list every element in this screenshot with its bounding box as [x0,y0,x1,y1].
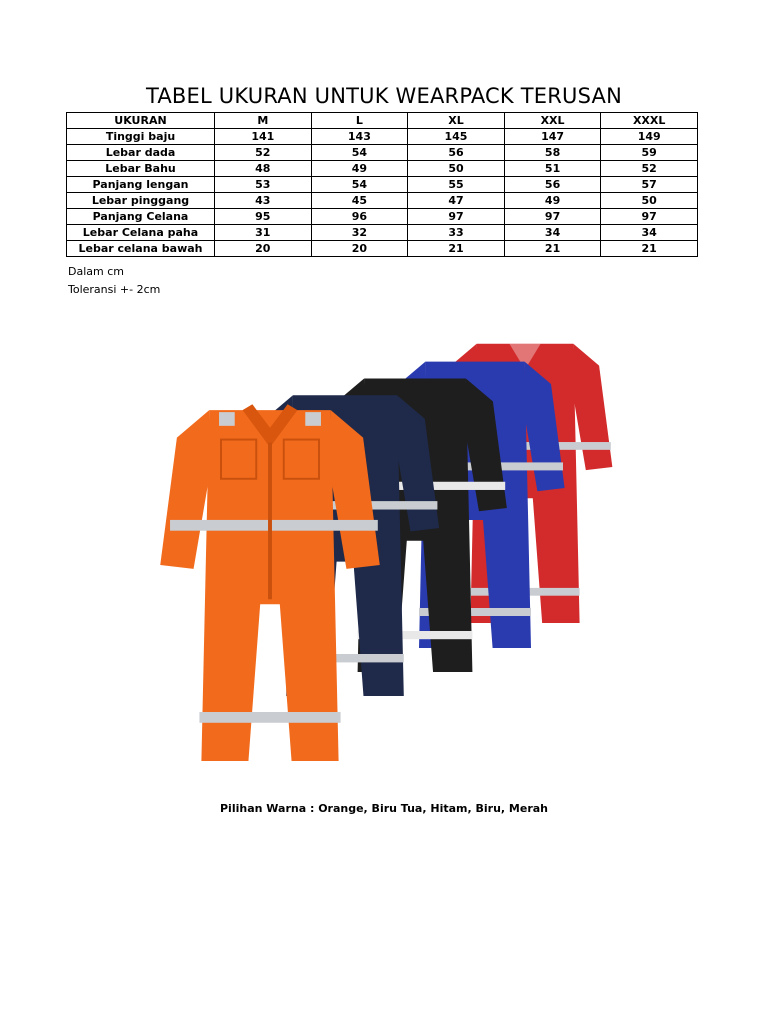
size-value: 149 [601,129,698,145]
size-value: 59 [601,145,698,161]
size-value: 97 [504,209,601,225]
size-value: 58 [504,145,601,161]
size-value: 141 [215,129,312,145]
size-value: 54 [311,145,408,161]
size-value: 57 [601,177,698,193]
table-row [67,129,698,145]
size-value: 147 [504,129,601,145]
orange-coverall [160,404,380,761]
size-value: 33 [408,225,505,241]
measurement-label: Lebar celana bawah [67,241,215,257]
unit-note: Dalam cm [68,265,124,278]
size-value: 20 [215,241,312,257]
size-value: 50 [408,161,505,177]
measurement-label: Panjang Celana [67,209,215,225]
size-value: 31 [215,225,312,241]
size-value: 50 [601,193,698,209]
measurement-label: Panjang lengan [67,177,215,193]
tolerance-note: Toleransi +- 2cm [68,283,161,296]
size-value: 49 [311,161,408,177]
measurement-label: Lebar pinggang [67,193,215,209]
table-row [67,145,698,161]
size-value: 52 [601,161,698,177]
measurement-label: Lebar Bahu [67,161,215,177]
size-value: 96 [311,209,408,225]
measurement-label: Lebar Celana paha [67,225,215,241]
size-value: 97 [408,209,505,225]
header-xxl: XXL [504,113,601,129]
header-xxxl: XXXL [601,113,698,129]
size-value: 21 [601,241,698,257]
size-value: 48 [215,161,312,177]
table-row [67,241,698,257]
size-value: 32 [311,225,408,241]
table-row [67,209,698,225]
measurement-label: Tinggi baju [67,129,215,145]
table-row [67,177,698,193]
coveralls-photo [120,330,650,780]
size-value: 56 [408,145,505,161]
size-value: 34 [504,225,601,241]
size-value: 143 [311,129,408,145]
page-title: TABEL UKURAN UNTUK WEARPACK TERUSAN [145,84,623,108]
measurement-label: Lebar dada [67,145,215,161]
size-value: 53 [215,177,312,193]
size-value: 47 [408,193,505,209]
size-value: 34 [601,225,698,241]
size-value: 21 [408,241,505,257]
size-value: 45 [311,193,408,209]
size-value: 49 [504,193,601,209]
table-row [67,193,698,209]
size-value: 20 [311,241,408,257]
header-ukuran: UKURAN [67,113,215,129]
header-l: L [311,113,408,129]
size-table [66,112,698,257]
size-value: 56 [504,177,601,193]
size-value: 55 [408,177,505,193]
size-value: 54 [311,177,408,193]
table-row [67,225,698,241]
size-value: 145 [408,129,505,145]
size-value: 51 [504,161,601,177]
header-xl: XL [408,113,505,129]
size-value: 95 [215,209,312,225]
size-value: 21 [504,241,601,257]
color-options-caption: Pilihan Warna : Orange, Biru Tua, Hitam, Biru, Merah [220,802,548,815]
table-row [67,161,698,177]
header-m: M [215,113,312,129]
size-value: 97 [601,209,698,225]
table-header-row [67,113,698,129]
size-value: 43 [215,193,312,209]
size-value: 52 [215,145,312,161]
